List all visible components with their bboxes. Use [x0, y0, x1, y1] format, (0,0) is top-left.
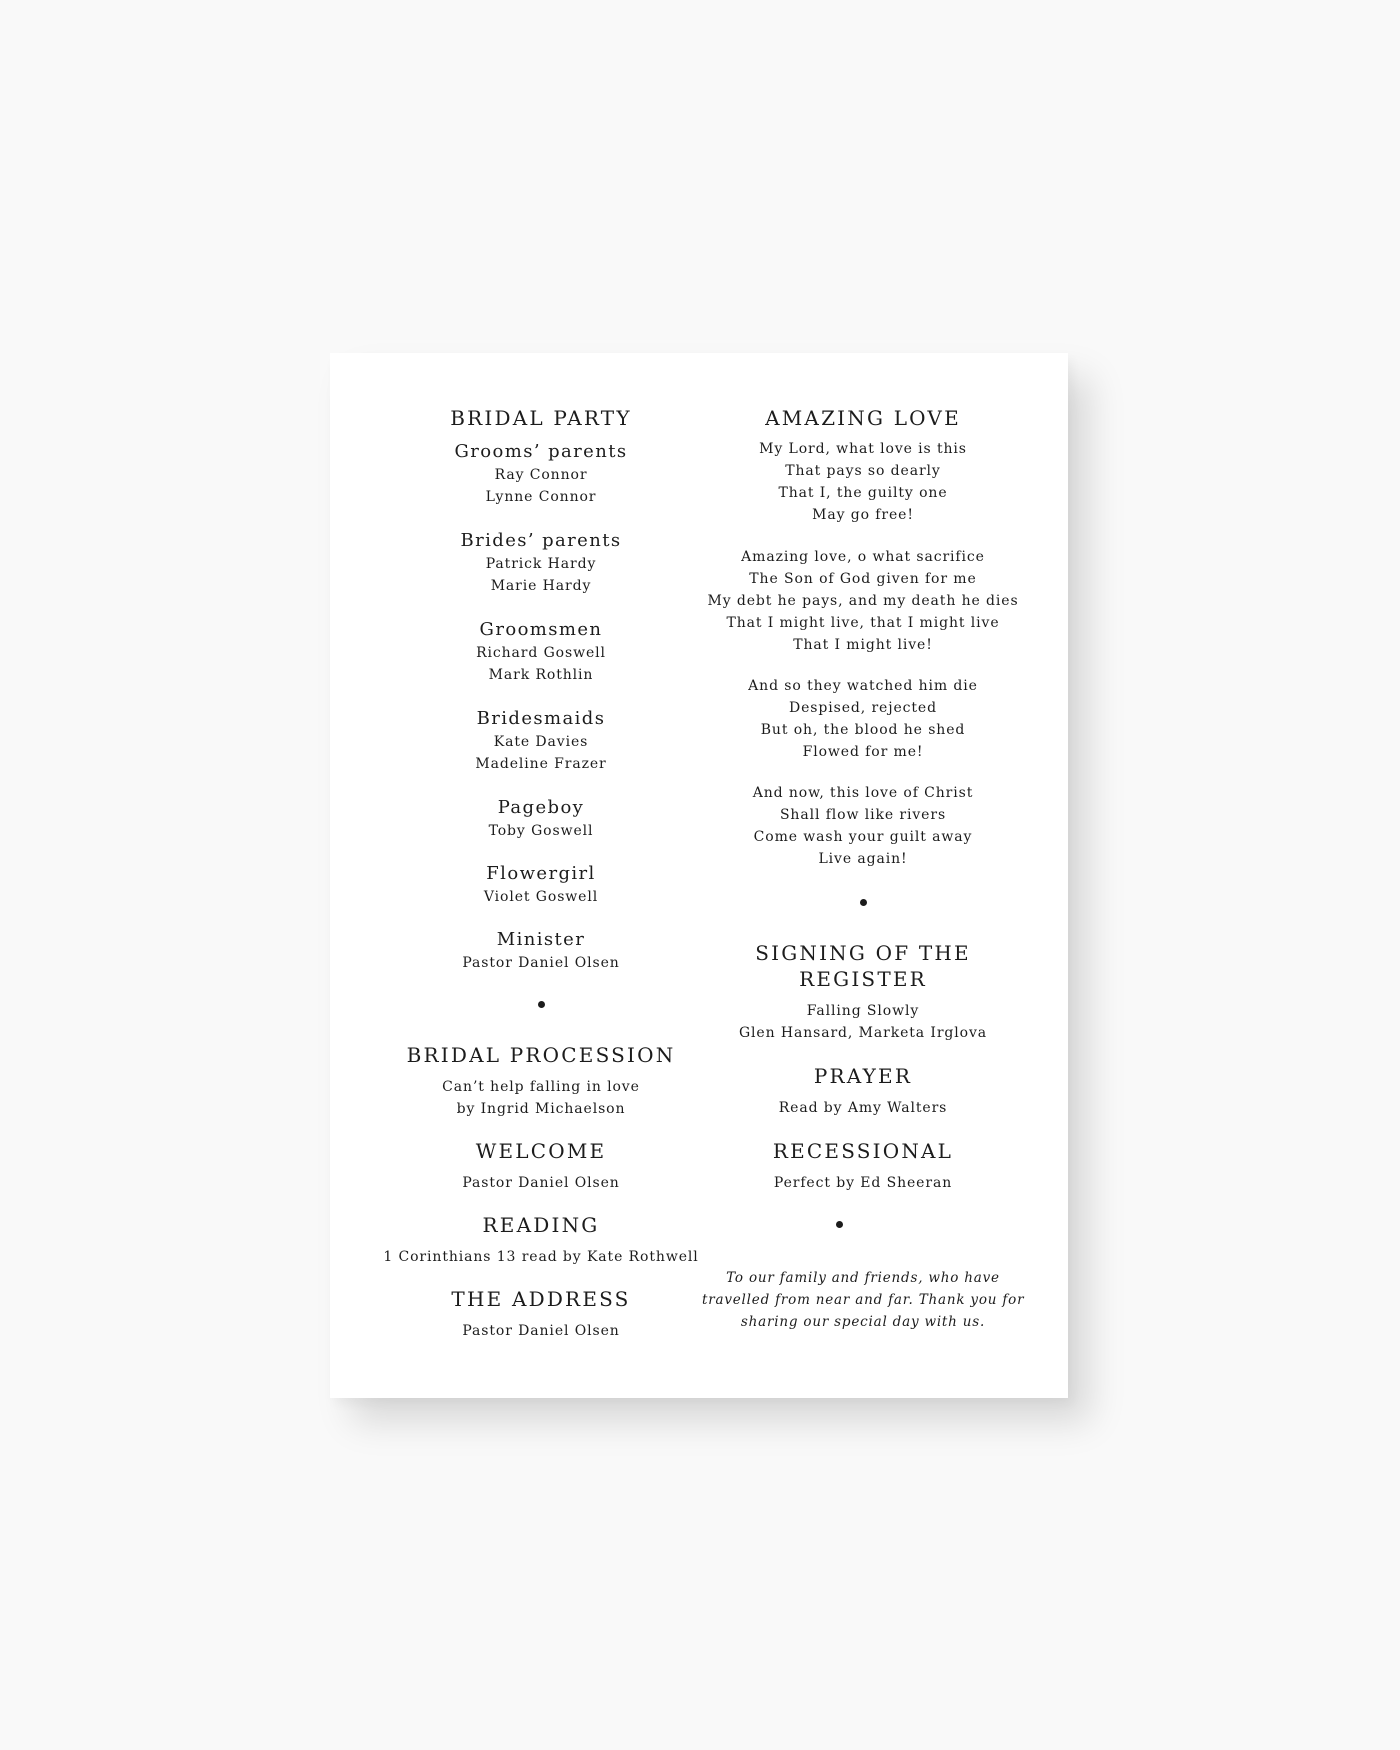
prayer-by: Read by Amy Walters	[778, 1100, 948, 1116]
hymn-line: Live again!	[818, 851, 908, 867]
party-name: Madeline Frazer	[475, 756, 607, 772]
hymn-line: My Lord, what love is this	[759, 441, 967, 457]
hymn-stanza	[702, 675, 1024, 763]
party-name: Marie Hardy	[490, 578, 592, 594]
signing-song: Falling Slowly	[806, 1003, 920, 1019]
thanks-line: To our family and friends, who have	[726, 1270, 1000, 1286]
hymn-line: And so they watched him die	[748, 678, 978, 694]
prayer-title: PRAYER	[813, 1064, 913, 1088]
hymn-line: That I might live, that I might live	[726, 615, 1000, 631]
hymn-line: Despised, rejected	[789, 700, 937, 716]
program-card	[330, 353, 1068, 1398]
party-group-groomsmen	[380, 618, 702, 686]
party-role: Flowergirl	[486, 863, 596, 884]
party-name: Violet Goswell	[483, 889, 599, 905]
party-role: Grooms’ parents	[454, 441, 628, 462]
hymn-line: That I, the guilty one	[778, 485, 948, 501]
procession-song: Can’t help falling in love	[442, 1079, 640, 1095]
hymn-line: My debt he pays, and my death he dies	[707, 593, 1019, 609]
address-by: Pastor Daniel Olsen	[462, 1323, 620, 1339]
signing-title	[702, 940, 1024, 992]
party-name: Lynne Connor	[485, 489, 597, 505]
hymn-title: AMAZING LOVE	[765, 406, 961, 430]
party-name: Richard Goswell	[476, 645, 606, 661]
recessional-song: Perfect by Ed Sheeran	[773, 1175, 953, 1191]
thank-you-message	[702, 1267, 1024, 1333]
party-group-bridesmaids	[380, 707, 702, 775]
hymn-line: Come wash your guilt away	[753, 829, 973, 845]
signing-title-line: REGISTER	[799, 967, 927, 991]
hymn-stanza	[702, 782, 1024, 870]
hymn-stanza	[702, 438, 1024, 526]
party-role: Bridesmaids	[476, 708, 606, 729]
party-name: Mark Rothlin	[488, 667, 594, 683]
hymn-stanza	[702, 546, 1024, 656]
thanks-line: sharing our special day with us.	[740, 1314, 986, 1330]
hymn-line: But oh, the blood he shed	[760, 722, 966, 738]
hymn-line: The Son of God given for me	[749, 571, 977, 587]
welcome-title: WELCOME	[475, 1139, 607, 1163]
hymn-line: And now, this love of Christ	[752, 785, 974, 801]
right-column	[702, 405, 1024, 1333]
divider-dot	[860, 899, 867, 906]
party-role: Pageboy	[497, 797, 585, 818]
bridal-party-title: BRIDAL PARTY	[450, 406, 632, 430]
reading-title: READING	[482, 1213, 600, 1237]
hymn-line: May go free!	[812, 507, 914, 523]
hymn-line: Flowed for me!	[802, 744, 924, 760]
procession-artist: by Ingrid Michaelson	[456, 1101, 626, 1117]
party-name: Pastor Daniel Olsen	[462, 955, 620, 971]
party-role: Groomsmen	[479, 619, 603, 640]
welcome-by: Pastor Daniel Olsen	[462, 1175, 620, 1191]
party-group-minister	[380, 928, 702, 974]
signing-artists: Glen Hansard, Marketa Irglova	[738, 1025, 988, 1041]
divider-dot	[538, 1001, 545, 1008]
hymn-line: Shall flow like rivers	[779, 807, 947, 823]
party-name: Toby Goswell	[488, 823, 594, 839]
thanks-line: travelled from near and far. Thank you for	[702, 1292, 1025, 1308]
hymn-line: That I might live!	[793, 637, 933, 653]
party-role: Minister	[496, 929, 586, 950]
party-group-grooms-parents	[380, 440, 702, 508]
party-group-flowergirl	[380, 862, 702, 908]
reading-detail: 1 Corinthians 13 read by Kate Rothwell	[383, 1249, 699, 1265]
divider-dot	[836, 1221, 843, 1228]
left-column	[380, 405, 702, 1342]
procession-title: BRIDAL PROCESSION	[406, 1043, 676, 1067]
party-name: Kate Davies	[493, 734, 589, 750]
recessional-title: RECESSIONAL	[772, 1139, 954, 1163]
address-title: THE ADDRESS	[451, 1287, 631, 1311]
party-name: Patrick Hardy	[485, 556, 597, 572]
signing-title-line: SIGNING OF THE	[755, 941, 971, 965]
party-role: Brides’ parents	[460, 530, 622, 551]
party-group-pageboy	[380, 796, 702, 842]
party-group-brides-parents	[380, 529, 702, 597]
hymn-line: Amazing love, o what sacrifice	[741, 549, 985, 565]
party-name: Ray Connor	[494, 467, 588, 483]
hymn-line: That pays so dearly	[785, 463, 941, 479]
